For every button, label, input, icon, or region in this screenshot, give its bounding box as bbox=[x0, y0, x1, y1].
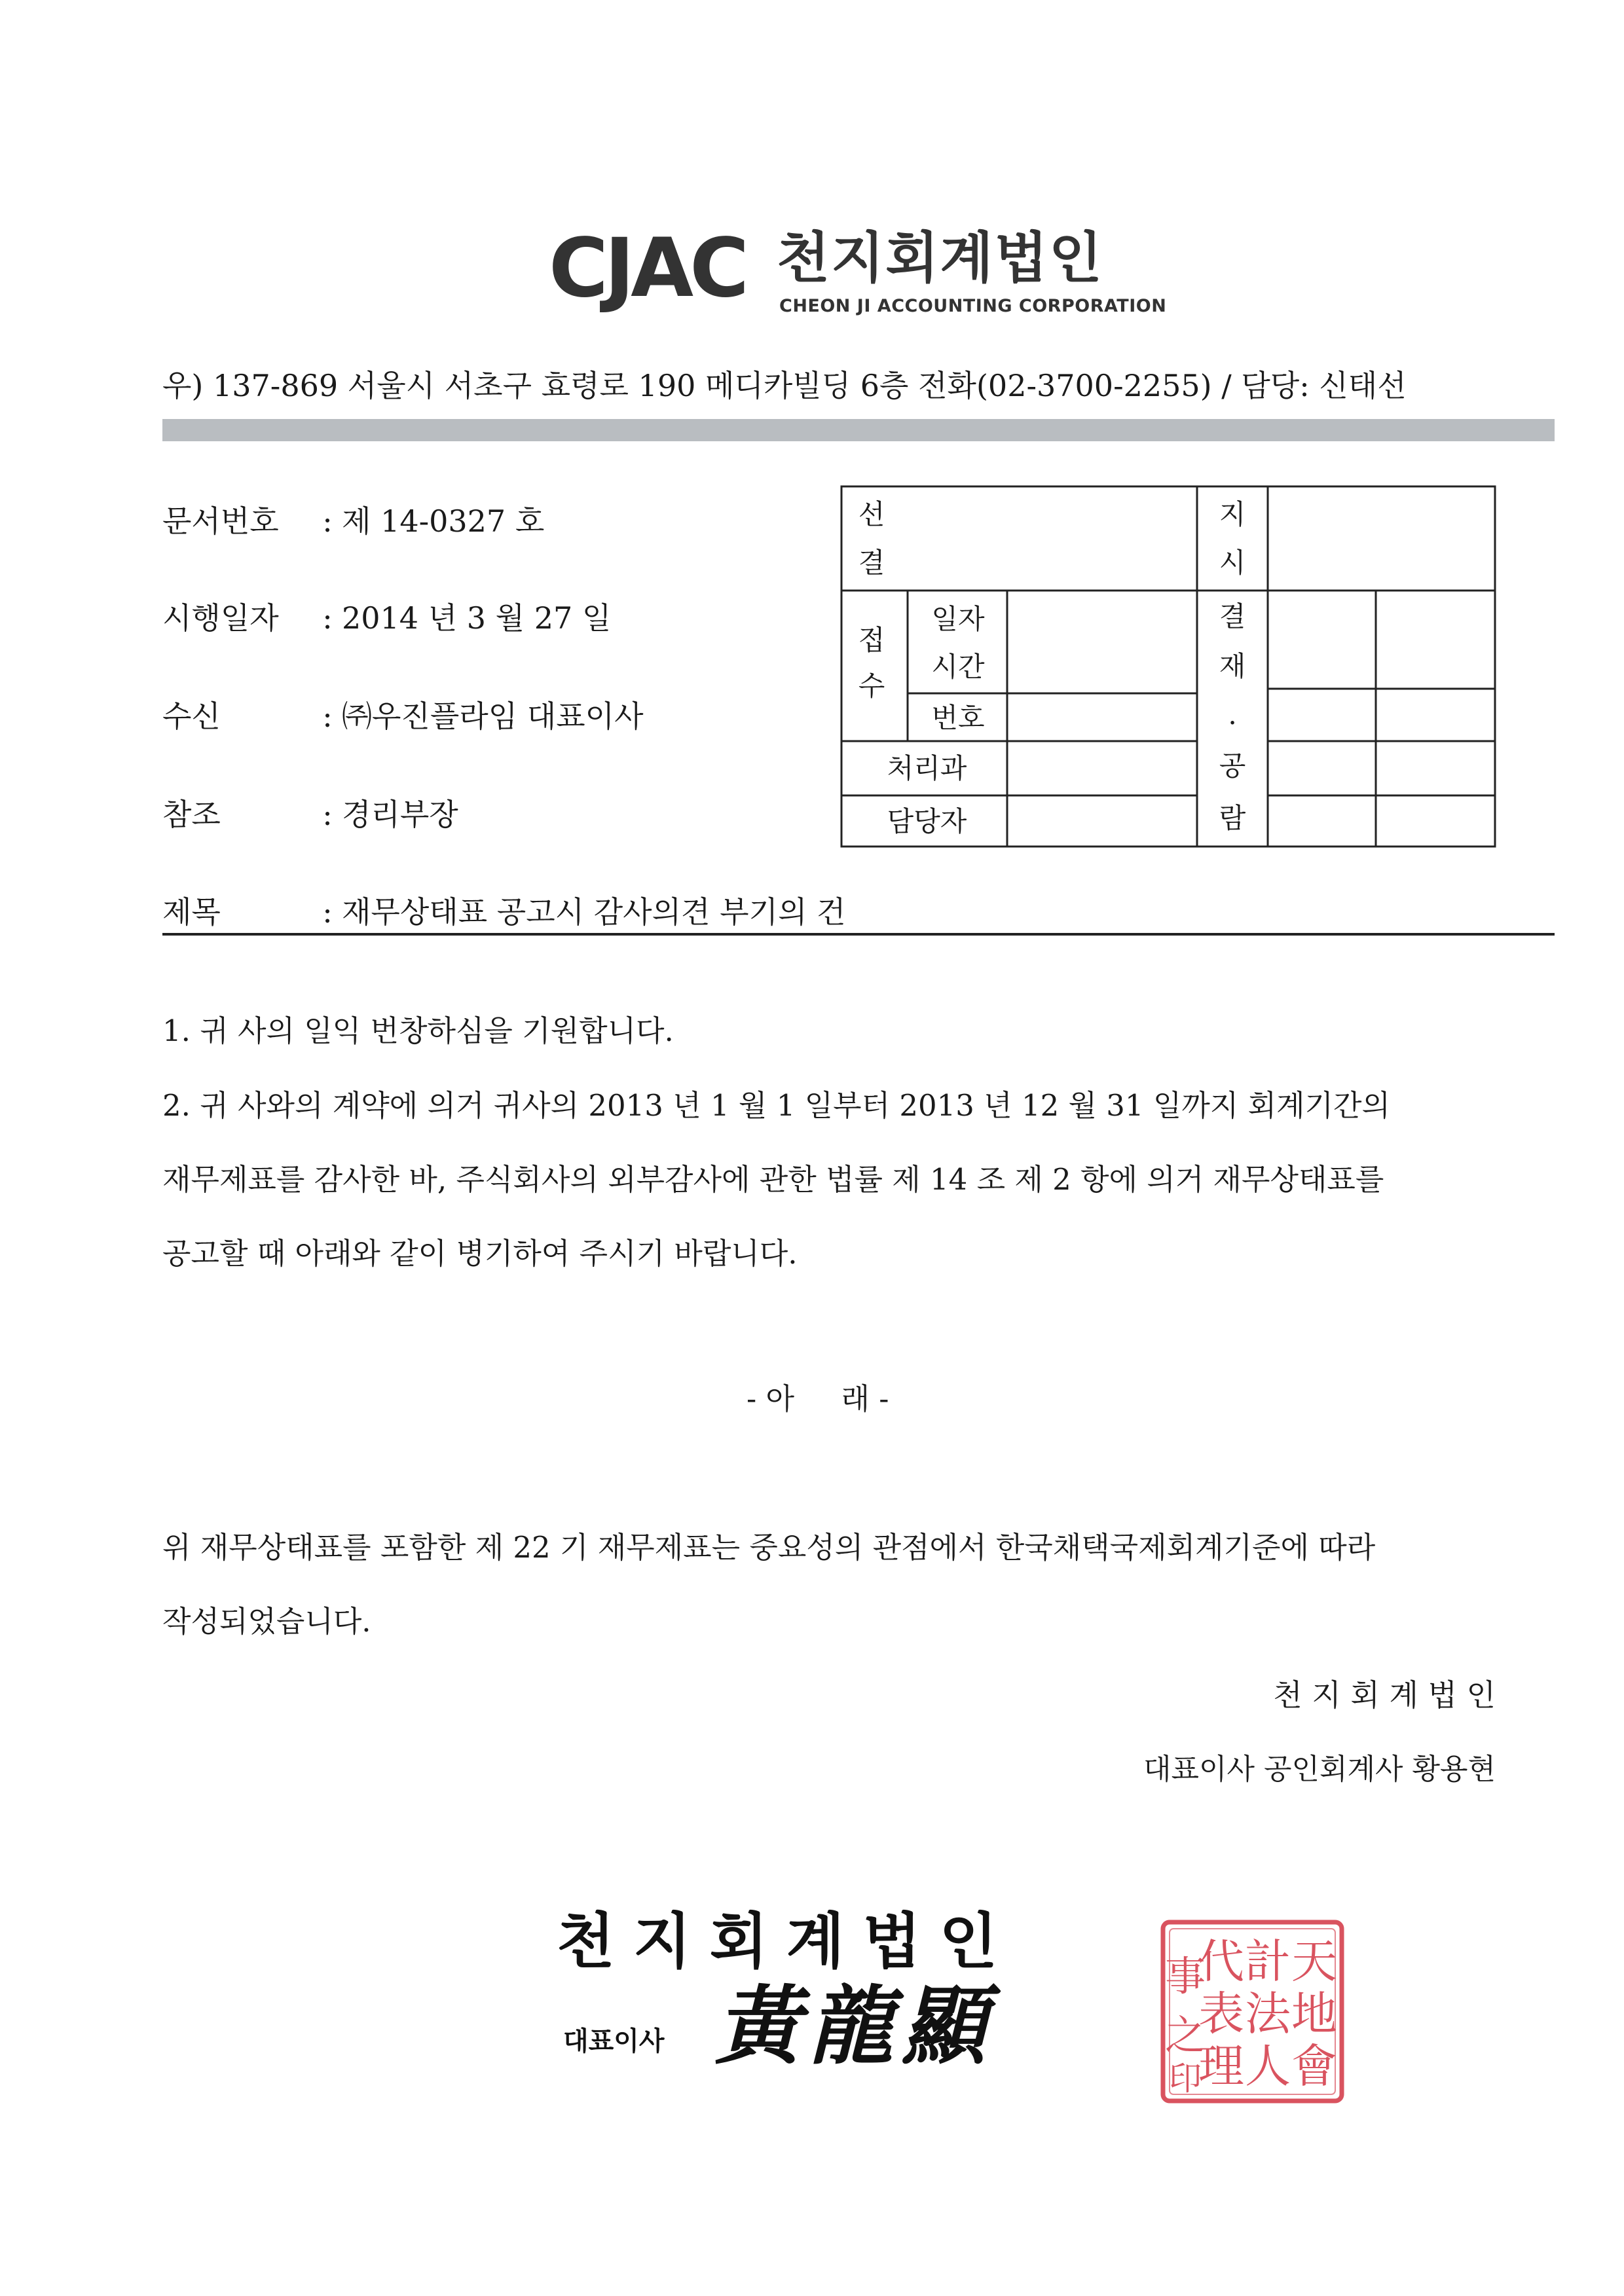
paragraph-2-line-2: 재무제표를 감사한 바, 주식회사의 외부감사에 관한 법률 제 14 조 제 2 항에 의거 재무상태표를 bbox=[162, 1162, 1384, 1197]
cell-beonho: 번호 bbox=[931, 702, 985, 734]
svg-text:之: 之 bbox=[1164, 2011, 1206, 2059]
colon: : bbox=[322, 600, 333, 636]
svg-text:地: 地 bbox=[1291, 1987, 1337, 2041]
cell-jupsu-1: 접 bbox=[858, 624, 885, 656]
cell-gyeoljae-4: 공 bbox=[1219, 750, 1246, 782]
paragraph-3-line-1: 위 재무상태표를 포함한 제 22 기 재무제표는 중요성의 관점에서 한국채택국제회계기준에 따라 bbox=[162, 1530, 1376, 1565]
svg-text:計: 計 bbox=[1245, 1935, 1291, 1988]
cell-gyeoljae-2: 재 bbox=[1219, 650, 1246, 682]
company-address: 우) 137-869 서울시 서초구 효령로 190 메디카빌딩 6층 전화(02-3700-2255) / 담당: 신태선 bbox=[162, 368, 1407, 403]
company-name-english: CHEON JI ACCOUNTING CORPORATION bbox=[779, 296, 1167, 316]
cell-seongyeol-2: 결 bbox=[858, 547, 885, 579]
recipient-label: 수신 bbox=[162, 699, 221, 734]
svg-text:人: 人 bbox=[1245, 2039, 1291, 2093]
section-title: - 아 래 - bbox=[747, 1381, 889, 1416]
approval-box bbox=[840, 485, 1496, 848]
svg-text:事: 事 bbox=[1164, 1952, 1206, 2000]
doc-number-row bbox=[162, 498, 544, 541]
company-name-korean: 천지회계법인 bbox=[777, 226, 1103, 290]
svg-text:代: 代 bbox=[1198, 1935, 1244, 1988]
company-logo: CJAC bbox=[549, 221, 746, 316]
paragraph-1: 1. 귀 사의 일익 번창하심을 기원합니다. bbox=[162, 1013, 674, 1048]
stamp-representative-title: 대표이사 bbox=[563, 2026, 665, 2056]
colon: : bbox=[322, 797, 333, 832]
paragraph-3-line-2: 작성되었습니다. bbox=[162, 1604, 371, 1639]
stamp-firm-name: 천지회계법인 bbox=[557, 1906, 1016, 1977]
svg-text:會: 會 bbox=[1291, 2039, 1337, 2093]
cell-jupsu-2: 수 bbox=[858, 670, 885, 702]
signature-representative: 대표이사 공인회계사 황용현 bbox=[1143, 1753, 1496, 1786]
subject-value: 재무상태표 공고시 감사의견 부기의 건 bbox=[342, 894, 846, 930]
svg-text:理: 理 bbox=[1198, 2039, 1244, 2093]
subject-row bbox=[162, 888, 845, 932]
cell-sigan: 시간 bbox=[931, 651, 985, 683]
doc-number-value: 제 14-0327 호 bbox=[342, 503, 545, 539]
svg-text:印: 印 bbox=[1169, 2060, 1202, 2098]
reference-row bbox=[162, 791, 458, 834]
official-seal-image bbox=[1159, 1918, 1346, 2105]
svg-text:天: 天 bbox=[1291, 1935, 1337, 1988]
cell-gyeoljae-1: 결 bbox=[1219, 600, 1246, 632]
paragraph-2-line-1: 2. 귀 사와의 계약에 의거 귀사의 2013 년 1 월 1 일부터 2013 년 12 월 31 일까지 회계기간의 bbox=[162, 1088, 1390, 1123]
subject-rule bbox=[162, 933, 1555, 936]
date-row bbox=[162, 594, 611, 638]
reference-value: 경리부장 bbox=[342, 797, 458, 832]
cell-jisi-1: 지 bbox=[1219, 498, 1246, 530]
cell-ilja: 일자 bbox=[931, 603, 985, 635]
cell-cheorigwa: 처리과 bbox=[887, 752, 967, 784]
handwritten-signature: 黃龍顯 bbox=[715, 1976, 995, 2076]
cell-gyeoljae-3: . bbox=[1228, 699, 1237, 731]
colon: : bbox=[322, 503, 333, 539]
recipient-row bbox=[162, 693, 644, 736]
header-divider bbox=[162, 419, 1555, 441]
subject-label: 제목 bbox=[162, 894, 221, 930]
date-value: 2014 년 3 월 27 일 bbox=[342, 600, 612, 636]
date-label: 시행일자 bbox=[162, 600, 279, 636]
cell-seongyeol-1: 선 bbox=[858, 498, 885, 530]
colon: : bbox=[322, 894, 333, 930]
paragraph-2-line-3: 공고할 때 아래와 같이 병기하여 주시기 바랍니다. bbox=[162, 1236, 798, 1271]
recipient-value: ㈜우진플라임 대표이사 bbox=[342, 699, 644, 734]
cell-damdangja: 담당자 bbox=[887, 805, 967, 837]
signature-firm: 천 지 회 계 법 인 bbox=[1273, 1677, 1496, 1713]
svg-text:表: 表 bbox=[1198, 1987, 1244, 2041]
reference-label: 참조 bbox=[162, 797, 221, 832]
doc-number-label: 문서번호 bbox=[162, 503, 279, 539]
cell-gyeoljae-5: 람 bbox=[1219, 802, 1246, 834]
svg-text:法: 法 bbox=[1245, 1987, 1291, 2041]
colon: : bbox=[322, 699, 333, 734]
cell-jisi-2: 시 bbox=[1219, 547, 1246, 579]
